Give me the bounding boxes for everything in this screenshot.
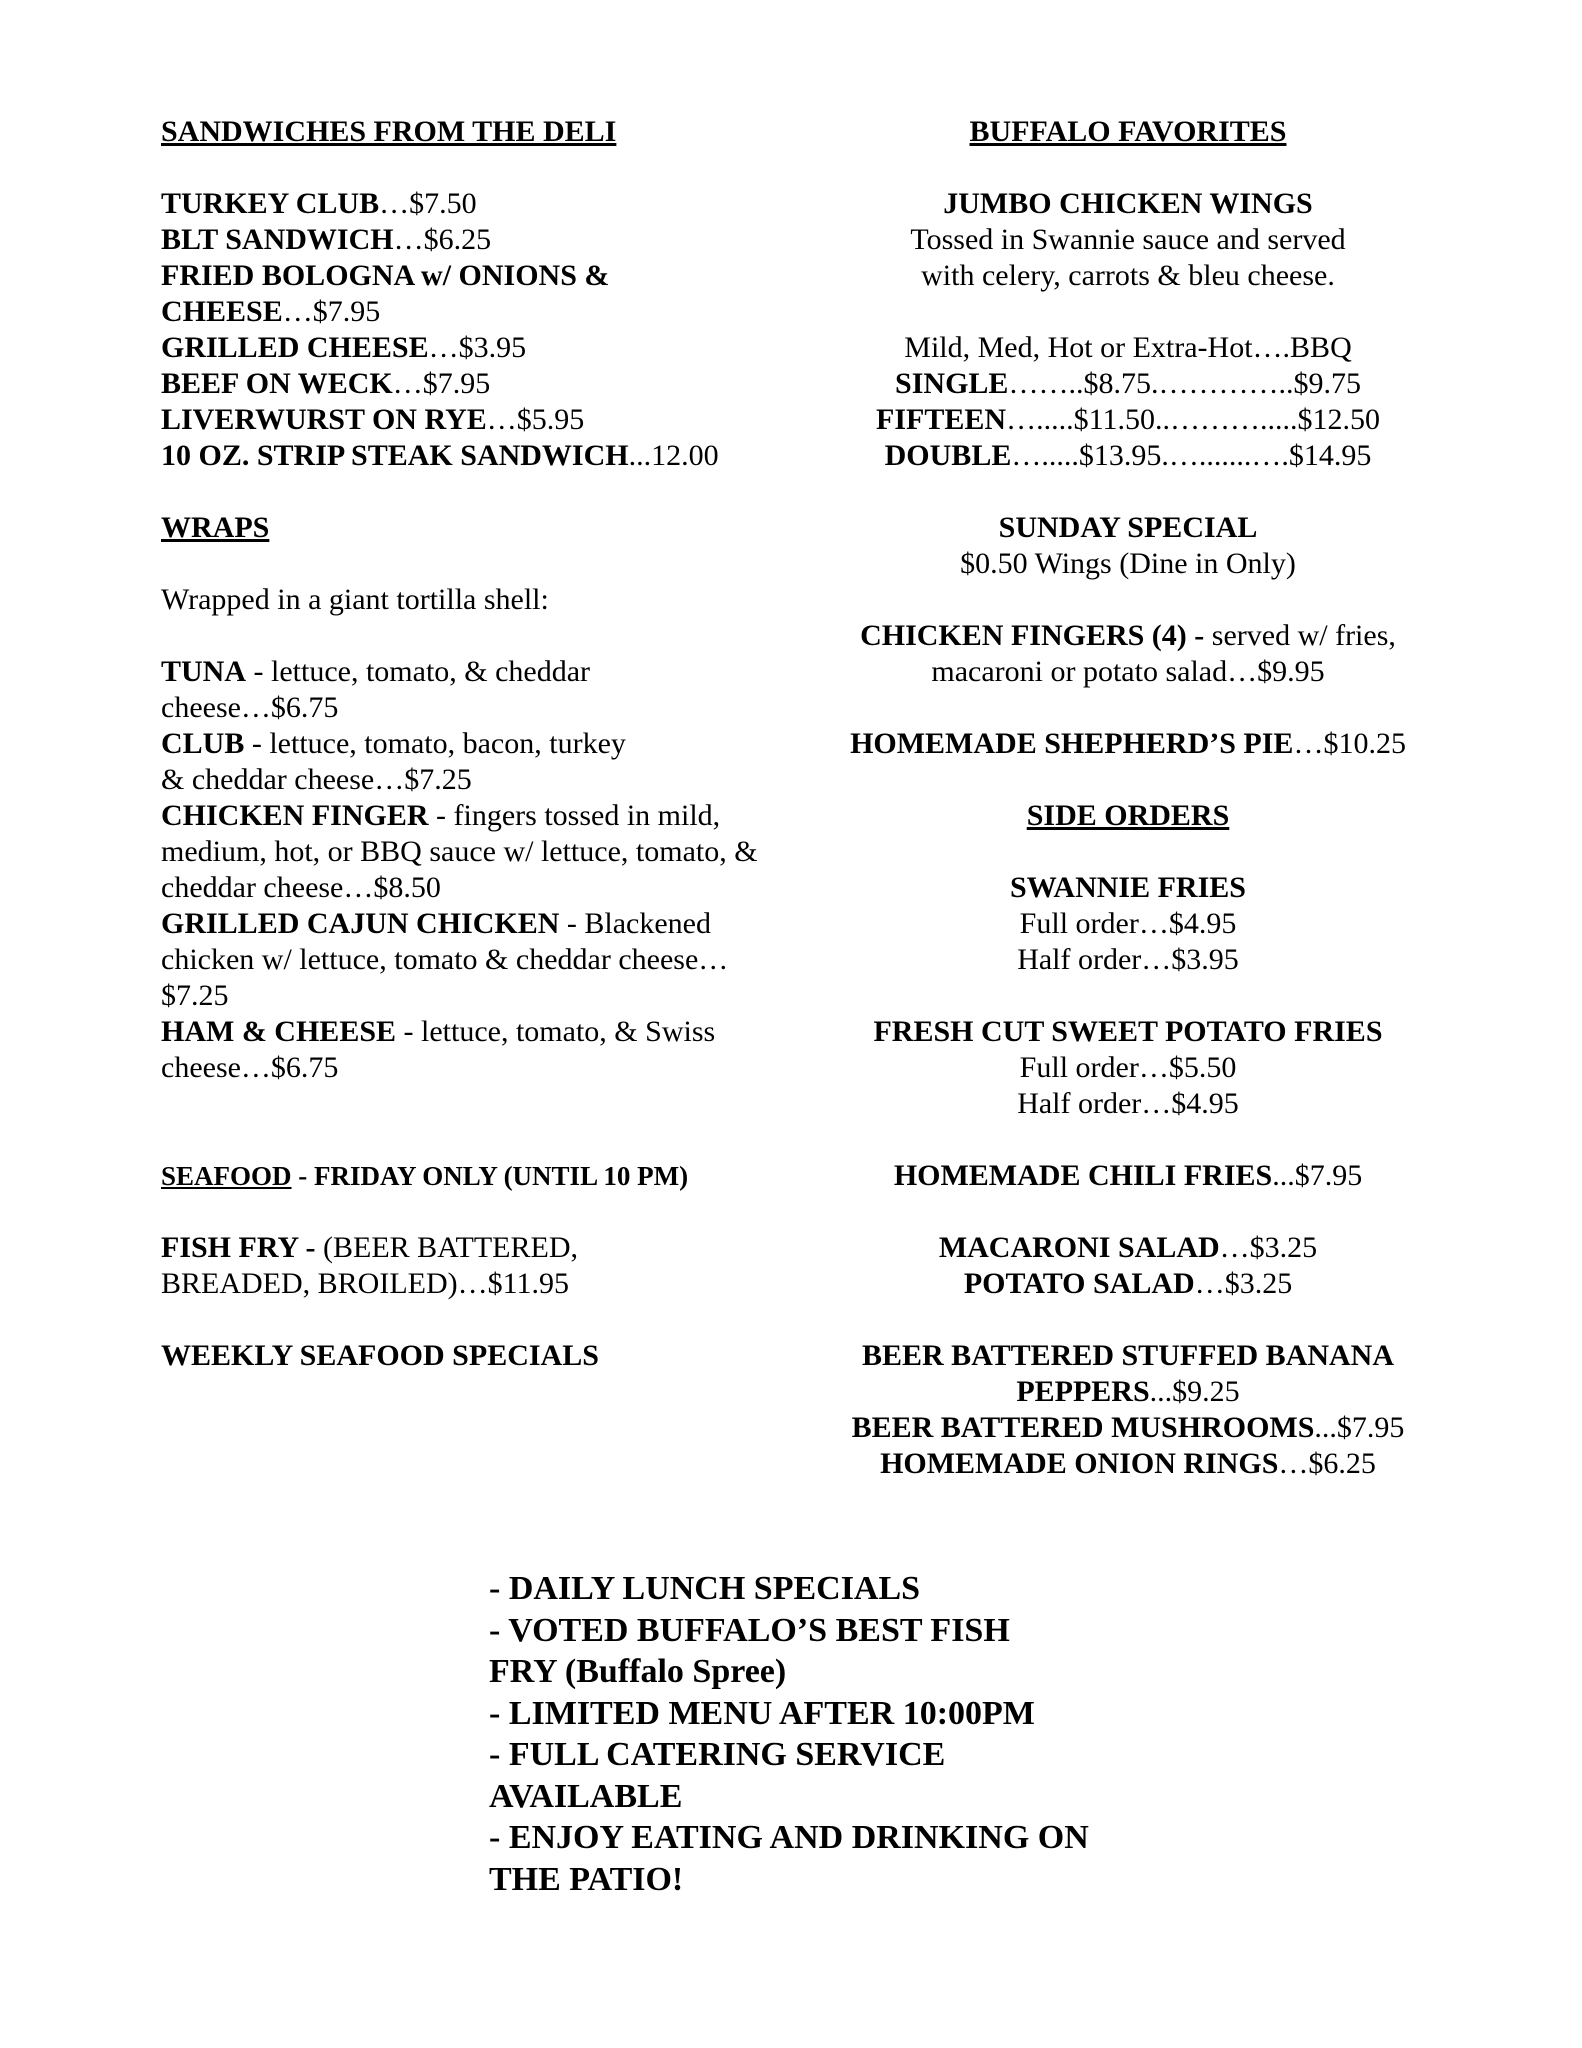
potato-salad-item: POTATO SALAD…$3.25: [963, 1267, 1293, 1300]
menu-item: 10 OZ. STRIP STEAK SANDWICH...12.00: [161, 439, 719, 472]
macaroni-salad-item: MACARONI SALAD…$3.25: [938, 1231, 1318, 1264]
footer-line: - LIMITED MENU AFTER 10:00PM: [489, 1694, 1035, 1732]
wraps-list: [161, 654, 758, 1086]
menu-item: FRIED BOLOGNA w/ ONIONS & CHEESE…$7.95: [161, 259, 610, 328]
wings-title: JUMBO CHICKEN WINGS: [943, 187, 1313, 220]
menu-item: CHICKEN FINGER - fingers tossed in mild, medium, hot, or BBQ sauce w/ lettuce, tomato, & cheddar cheese…$8.50: [161, 799, 758, 904]
footer-notes: [489, 1568, 1189, 1900]
menu-item: BEEF ON WECK…$7.95: [161, 367, 491, 400]
swannie-fries-half: Half order…$3.95: [1017, 943, 1239, 976]
swannie-fries-title: SWANNIE FRIES: [1010, 871, 1246, 904]
menu-item: BLT SANDWICH…$6.25: [161, 223, 492, 256]
sweet-potato-half: Half order…$4.95: [1017, 1087, 1239, 1120]
mushrooms-item: BEER BATTERED MUSHROOMS...$7.95: [851, 1411, 1405, 1444]
menu-item: LIVERWURST ON RYE…$5.95: [161, 403, 585, 436]
sweet-potato-title: FRESH CUT SWEET POTATO FRIES: [873, 1015, 1383, 1048]
wings-desc: Tossed in Swannie sauce and served with celery, carrots & bleu cheese.: [910, 223, 1346, 292]
fish-fry-item: FISH FRY - (BEER BATTERED, BREADED, BROILED)…$11.95: [161, 1231, 578, 1300]
menu-item: HAM & CHEESE - lettuce, tomato, & Swiss cheese…$6.75: [161, 1015, 716, 1084]
wing-size-row: FIFTEEN….....$11.50..……….....$12.50: [876, 403, 1380, 436]
footer-line: - ENJOY EATING AND DRINKING ON THE PATIO!: [489, 1819, 1089, 1898]
footer-line: - DAILY LUNCH SPECIALS: [489, 1570, 921, 1607]
weekly-seafood-specials: WEEKLY SEAFOOD SPECIALS: [161, 1339, 599, 1372]
menu-item: TUNA - lettuce, tomato, & cheddar cheese…$6.75: [161, 655, 591, 724]
left-column: [161, 114, 761, 1374]
wing-size-row: SINGLE……..$8.75.…………..$9.75: [895, 367, 1361, 400]
banana-peppers-item: BEER BATTERED STUFFED BANANA PEPPERS...$9.25: [861, 1339, 1395, 1408]
buffalo-header: BUFFALO FAVORITES: [969, 115, 1287, 148]
menu-item: CLUB - lettuce, tomato, bacon, turkey & cheddar cheese…$7.25: [161, 727, 626, 796]
side-orders-header: SIDE ORDERS: [1026, 799, 1230, 832]
seafood-header: SEAFOOD - FRIDAY ONLY (UNTIL 10 PM): [161, 1161, 689, 1191]
deli-list: [161, 186, 761, 474]
sweet-potato-full: Full order…$5.50: [1019, 1051, 1237, 1084]
onion-rings-item: HOMEMADE ONION RINGS…$6.25: [880, 1447, 1376, 1480]
sunday-special-title: SUNDAY SPECIAL: [998, 511, 1258, 544]
menu-item: GRILLED CAJUN CHICKEN - Blackened chicken w/ lettuce, tomato & cheddar cheese…$7.25: [161, 907, 729, 1012]
deli-header: SANDWICHES FROM THE DELI: [161, 115, 617, 148]
wing-size-row: DOUBLE….....$13.95.….......….$14.95: [884, 439, 1372, 472]
wraps-header: WRAPS: [161, 511, 270, 544]
wraps-intro: Wrapped in a giant tortilla shell:: [161, 583, 549, 616]
wings-options: Mild, Med, Hot or Extra-Hot….BBQ: [904, 331, 1352, 364]
menu-item: TURKEY CLUB…$7.50: [161, 187, 477, 220]
swannie-fries-full: Full order…$4.95: [1019, 907, 1237, 940]
footer-line: - VOTED BUFFALO’S BEST FISH FRY (Buffalo Spree): [489, 1611, 1010, 1690]
right-column: [828, 114, 1428, 1482]
shepherds-pie-item: HOMEMADE SHEPHERD’S PIE…$10.25: [850, 727, 1406, 760]
chili-fries-item: HOMEMADE CHILI FRIES...$7.95: [893, 1159, 1363, 1192]
footer-line: - FULL CATERING SERVICE AVAILABLE: [489, 1736, 946, 1815]
chicken-fingers-item: CHICKEN FINGERS (4) - served w/ fries, macaroni or potato salad…$9.95: [860, 619, 1396, 688]
sunday-special-desc: $0.50 Wings (Dine in Only): [960, 547, 1296, 580]
menu-item: GRILLED CHEESE…$3.95: [161, 331, 527, 364]
